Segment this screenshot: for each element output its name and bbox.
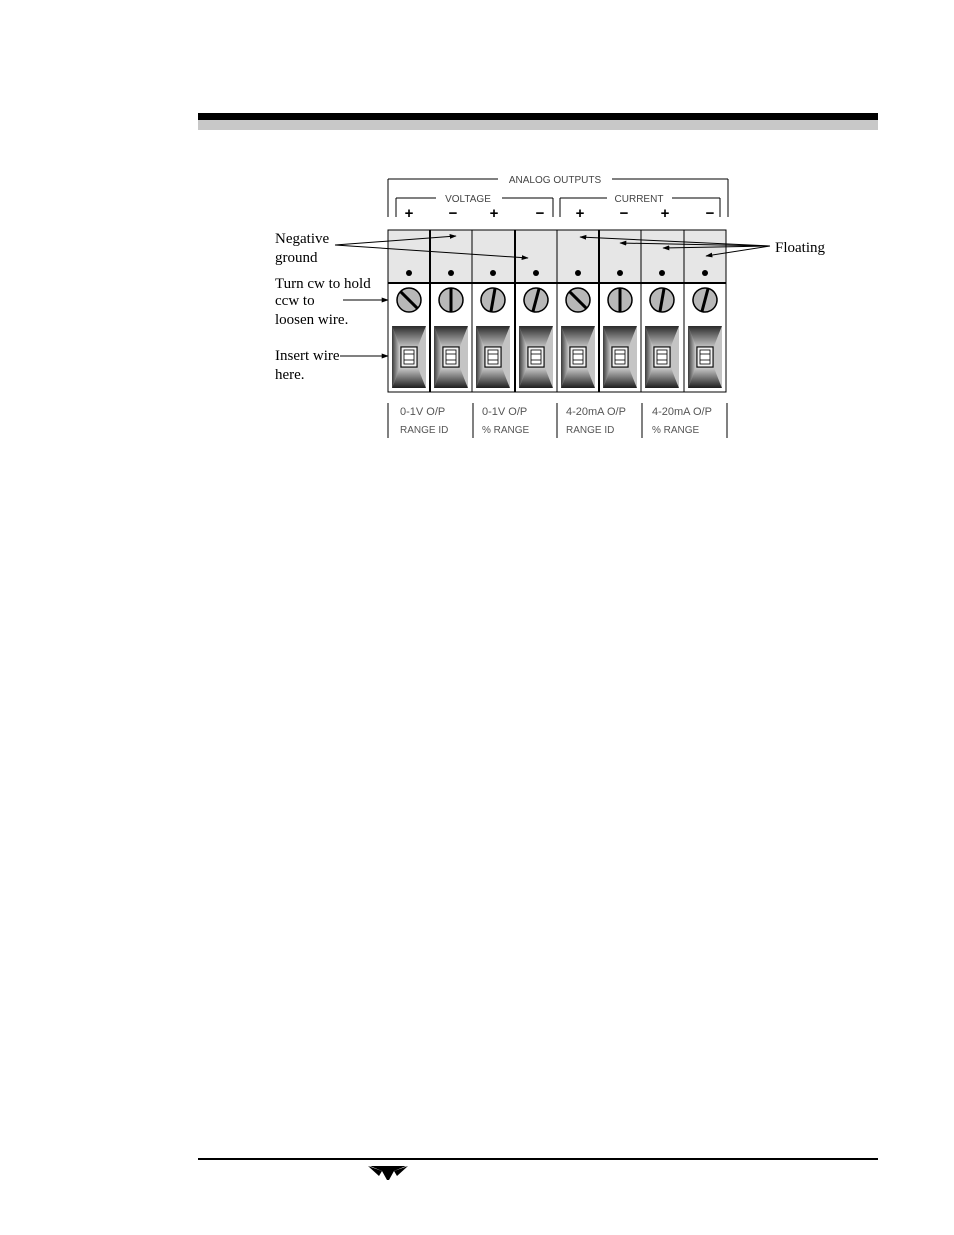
terminal-sign: − bbox=[448, 205, 458, 222]
wire-slot-icon bbox=[392, 326, 426, 388]
bottom-label-line1: 0-1V O/P bbox=[482, 406, 528, 418]
footer-rule bbox=[198, 1158, 878, 1160]
screw-icon bbox=[608, 288, 632, 312]
wire-slot-icon bbox=[603, 326, 637, 388]
contact-dot bbox=[659, 270, 665, 276]
wire-slot-icon bbox=[476, 326, 510, 388]
terminal-sign: + bbox=[489, 205, 499, 222]
callout-insert-wire bbox=[275, 348, 388, 383]
terminal-sign: + bbox=[404, 205, 414, 222]
terminal-sign: − bbox=[705, 205, 715, 222]
callout-text: Negative bbox=[275, 231, 330, 247]
analog-outputs-bracket bbox=[388, 175, 728, 217]
bottom-label-line1: 4-20mA O/P bbox=[566, 406, 626, 418]
bottom-label-line1: 0-1V O/P bbox=[400, 406, 446, 418]
contact-dot bbox=[406, 270, 412, 276]
wire-slot-icon bbox=[519, 326, 553, 388]
wire-slot-icon bbox=[561, 326, 595, 388]
callout-text: here. bbox=[275, 367, 305, 383]
current-label: CURRENT bbox=[614, 194, 664, 205]
contact-dot bbox=[490, 270, 496, 276]
terminal-sign: − bbox=[535, 205, 545, 222]
bottom-label-line2: RANGE ID bbox=[566, 425, 615, 436]
contact-dot bbox=[575, 270, 581, 276]
bottom-label-line2: % RANGE bbox=[652, 425, 700, 436]
terminal-sign: + bbox=[575, 205, 585, 222]
wire-slot-icon bbox=[688, 326, 722, 388]
contact-dot bbox=[533, 270, 539, 276]
callout-text: ccw to bbox=[275, 293, 315, 309]
callout-text: loosen wire. bbox=[275, 312, 349, 328]
analog-outputs-title: ANALOG OUTPUTS bbox=[508, 175, 602, 186]
teledyne-logo-icon bbox=[368, 1166, 408, 1180]
terminal-sign: − bbox=[619, 205, 629, 222]
callout-text: Turn cw to hold bbox=[275, 276, 371, 292]
callout-text: Floating bbox=[775, 240, 826, 256]
callout-text: Insert wire bbox=[275, 348, 340, 364]
contact-dot bbox=[448, 270, 454, 276]
terminal-sign: + bbox=[660, 205, 670, 222]
wire-slot-icon bbox=[434, 326, 468, 388]
bottom-label-line1: 4-20mA O/P bbox=[652, 406, 712, 418]
voltage-label: VOLTAGE bbox=[445, 194, 491, 205]
callout-text: ground bbox=[275, 250, 318, 266]
bottom-labels bbox=[388, 403, 727, 438]
wire-slot-icon bbox=[645, 326, 679, 388]
bottom-label-line2: % RANGE bbox=[482, 425, 530, 436]
bottom-label-line2: RANGE ID bbox=[400, 425, 449, 436]
contact-dot bbox=[702, 270, 708, 276]
voltage-bracket bbox=[396, 194, 553, 217]
contact-dot bbox=[617, 270, 623, 276]
callout-turn-screw bbox=[275, 276, 388, 328]
screw-icon bbox=[439, 288, 463, 312]
